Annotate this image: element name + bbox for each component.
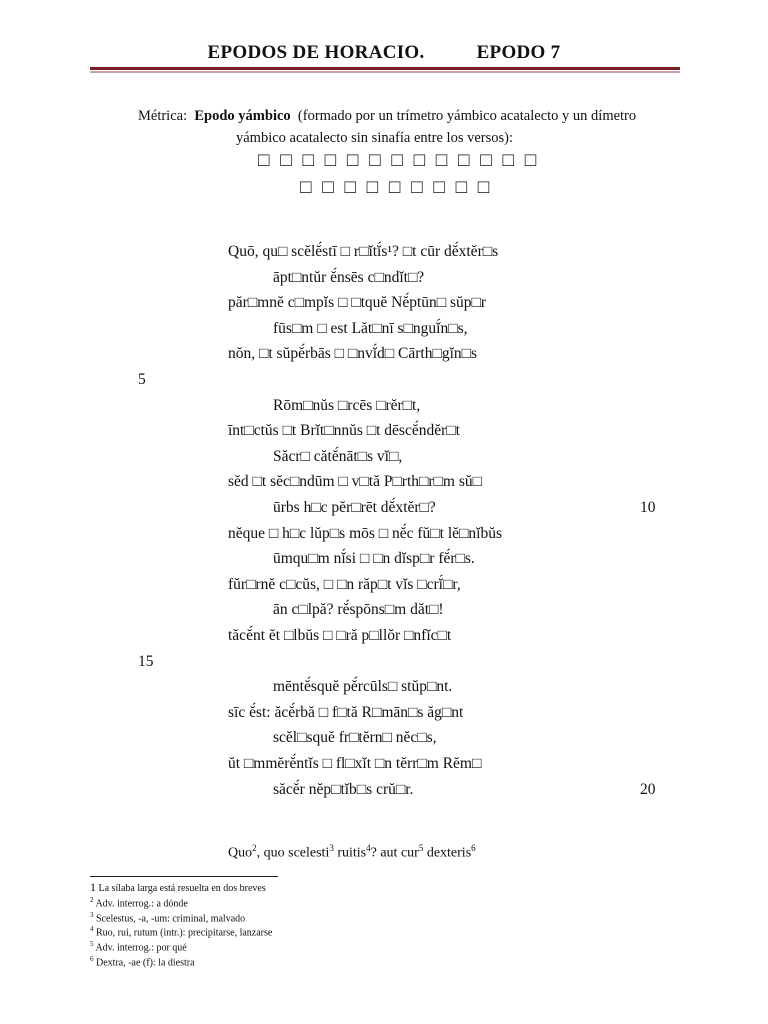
translation-word: ruitis [333,845,367,861]
verse-line: nŏn, □t sŭpĕ́rbās □ □nvĭ́d□ Cārth□gĭn□s [228,345,478,362]
verse-number: 10 [640,499,656,516]
footnote-ref: 2 [252,843,257,853]
footnote-ref: 6 [471,843,476,853]
metrica-label: Métrica: [138,108,188,124]
translation-word: ? aut cur [370,845,419,861]
footnote-6: $^6$ Dextra, -ae (f): la diestra [90,955,195,969]
metrica-name: Epodo yámbico [194,108,291,124]
verse-number: 20 [640,781,656,798]
footnote-3: $^3$ Scelestus, -a, -um: criminal, malvado [90,910,246,924]
title-epode: EPODO 7 [476,42,561,63]
verse-line: sīc ĕ́st: ăcĕ́rbă □ f□tă R□mān□s ăg□nt [228,704,464,721]
footnote-1: 1 La sílaba larga está resuelta en dos breves [90,880,266,894]
verse-line: īnt□ctŭs □t Brĭt□nnŭs □t dēscĕ́ndĕr□t [228,422,460,439]
title-rule-light [90,71,680,73]
footnotes [90,882,272,969]
metrica-line-1 [138,108,636,125]
footnote-ref: 3 [329,843,334,853]
verse-number: 5 [138,371,146,388]
title-rule-dark [90,67,680,70]
translation-word: dexteris [423,845,472,861]
verse-line: fūs□m □ est Lăt□nī s□nguĭ́n□s, [273,320,468,337]
footnote-5: $^5$ Adv. interrog.: por qué [90,940,187,954]
translation-word: , quo scelesti [256,845,330,861]
verse-line: ān c□lpă? rĕ́spōns□m dăt□! [273,601,444,618]
verse-line: Săcr□ cătĕ́nāt□s vĭ□, [273,448,403,465]
metric-scheme-dimeter: □ □ □ □ □ □ □ □ □ [300,177,493,198]
verse-line: păr□mnĕ c□mpĭs □ □tquĕ Nĕ́ptūn□ sŭp□r [228,294,487,311]
page-title [0,42,768,64]
verse-line: ŭt □mmĕrĕ́ntĭs □ fl□xĭt □n tĕrr□m Rĕm□ [228,755,482,772]
verse-line: nĕque □ h□c lŭp□s mōs □ nĕ́c fŭ□t lĕ□nĭbŭs [228,525,502,542]
verse-line: sĕd □t sĕc□ndūm □ v□tă P□rth□r□m sŭ□ [228,473,482,490]
metrica-desc-2: yámbico acatalecto sin sinafía entre los versos): [236,130,514,146]
verse-line: Rōm□nŭs □rcēs □rĕr□t, [273,397,421,414]
verse-line: scĕl□squĕ fr□tĕrn□ nĕc□s, [273,729,437,746]
verse-line: mēntĕ́squĕ pĕ́rcūls□ stŭp□nt. [273,678,453,695]
translation-word: Quo [228,845,253,861]
footnote-4: $^4$ Ruo, rui, rutum (intr.): precipitarse, lanzarse [90,925,273,939]
verse-line: ūrbs h□c pĕr□rēt dĕ́xtĕr□? [273,499,436,516]
metrica-desc-1: (formado por un trímetro yámbico acatalecto y un dímetro [297,108,637,124]
verse-line: ūmqu□m nĭ́si □ □n dĭsp□r fĕ́r□s. [273,550,475,567]
footnote-ref: 5 [418,843,424,853]
footnote-ref: 4 [366,843,371,853]
verse-line: fŭr□rnĕ c□cŭs, □ □n răp□t vĭs □crĭ́□r, [228,576,461,593]
translation-line [228,843,476,862]
verse-line: săcĕ́r nĕp□tĭb□s crŭ□r. [273,781,414,798]
verse-number: 15 [138,653,154,670]
metric-scheme-trimeter: □ □ □ □ □ □ □ □ □ □ □ □ □ [258,150,540,171]
footnote-2: $^2$ Adv. interrog.: a dónde [90,895,188,909]
title-work: EPODOS DE HORACIO. [207,42,425,63]
verse-line: tăcĕ́nt ĕt □lbŭs □ □ră p□llŏr □nfĭc□t [228,627,452,644]
verse-line: Quō, qu□ scĕlĕ́stī □ r□ĭtĭ́s¹? □t cūr dĕ́xtĕr□s [228,243,499,260]
verse-line: āpt□ntŭr ĕ́nsēs c□ndĭt□? [273,269,425,286]
footnote-divider [90,876,278,877]
